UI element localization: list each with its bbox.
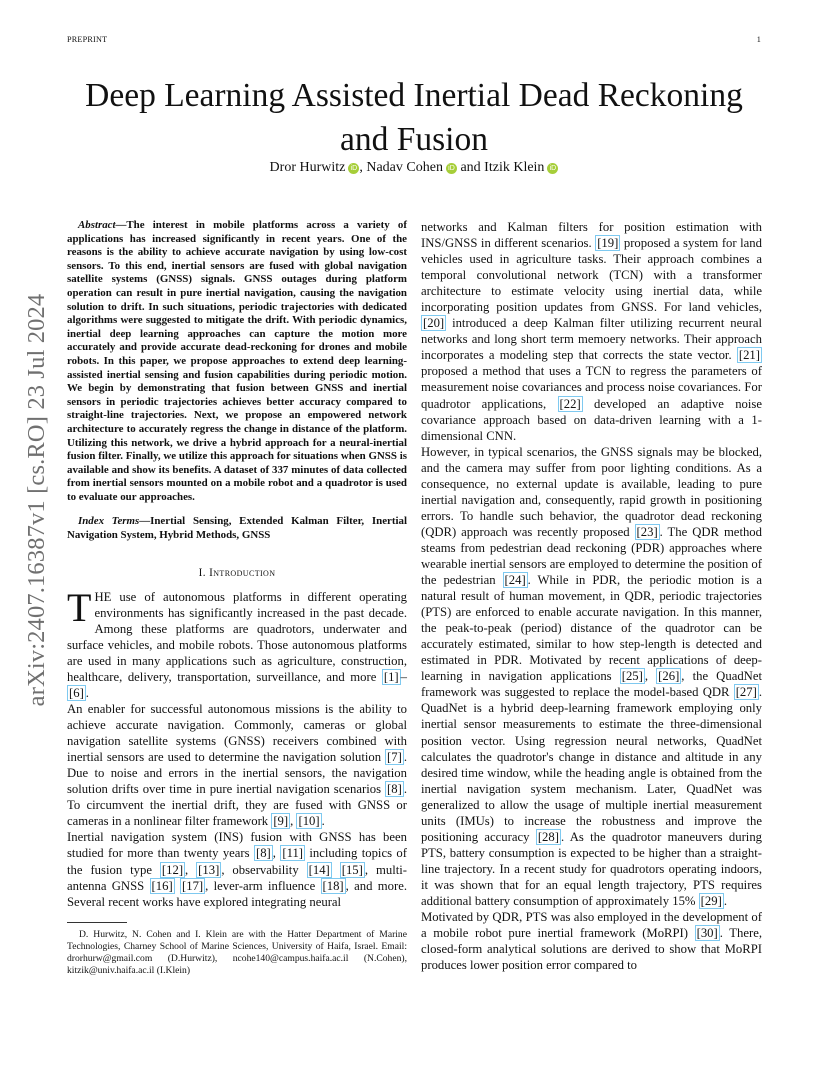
paragraph-text: . bbox=[321, 814, 325, 829]
paragraph-text: . Due to noise and errors in the inertial sensors, the navigation solution drifts over time in pure inertial navigation scenarios bbox=[67, 750, 407, 797]
body-paragraph bbox=[421, 219, 762, 444]
paragraph-text bbox=[332, 863, 340, 877]
citation-link[interactable]: [18] bbox=[322, 878, 344, 893]
paragraph-text: networks and Kalman filters for position estimation with INS/GNSS in different scenarios. bbox=[421, 220, 762, 251]
citation-link[interactable]: [8] bbox=[387, 782, 402, 797]
citation-link[interactable]: [15] bbox=[341, 862, 363, 877]
paragraph-text: . While in PDR, the periodic motion is a natural result of human movement, in QDR, periodic trajectories (PTS) are enforced to enable accurate navigation. In this manner, the peak-to-peak (period) distance of the quadrotor can be accurately estimated, similar to how step-length is detected and estimated in PDR. Motivated by recent applications of deep-learning in navigation applications bbox=[421, 573, 762, 684]
paragraph-text: use of autonomous platforms in different operating environments has significantly increased in the past decade. Among these platforms are quadrotors, underwater and surface vehicles, and mobile robots. Those autonomous platforms are used in many applications such as agriculture, construction, healthcare, delivery, transportation, surveillance, and more bbox=[67, 589, 407, 684]
paragraph-text: . bbox=[723, 893, 727, 908]
paragraph-text: – bbox=[400, 669, 407, 684]
citation-link[interactable]: [21] bbox=[738, 348, 760, 363]
abstract-lead: Abstract bbox=[78, 219, 116, 231]
citation-link[interactable]: [26] bbox=[658, 669, 680, 684]
body-paragraph bbox=[421, 909, 762, 973]
paragraph-text: However, in typical scenarios, the GNSS signals may be blocked, and the camera may suffer from poor lighting conditions. As a consequence, no external update is available, leading to pure inertial navigation and, consequently, rapid growth in positioning errors. To handle such behavior, the quadrotor dead reckoning (QDR) approach was recently proposed bbox=[421, 444, 762, 539]
section-title: Introduction bbox=[209, 566, 276, 579]
index-terms bbox=[67, 515, 407, 542]
paragraph-text: . There, closed-form analytical solutions are derived to show that MoRPI produces lower position error compared to bbox=[421, 926, 762, 973]
citation-link[interactable]: [16] bbox=[151, 878, 173, 893]
author-list bbox=[67, 158, 761, 178]
paragraph-text: . As the quadrotor maneuvers during PTS, battery consumption is expected to be higher than a straight-line trajectory. In a recent study for quadrotors operating indoors, it was shown that for an equal length trajectory, PTS requires additional battery consumption of approximately bbox=[421, 829, 763, 908]
drop-cap: T bbox=[67, 584, 92, 630]
citation-link[interactable]: [28] bbox=[537, 829, 559, 844]
right-column bbox=[421, 219, 762, 973]
paragraph-text: , multi-antenna GNSS bbox=[67, 862, 407, 893]
paragraph-text: , bbox=[290, 814, 297, 829]
paragraph-text: proposed a method that uses a TCN to regress the parameters of measurement noise covariances and process noise covariances. For quadrotor applications, bbox=[421, 364, 762, 411]
abstract-text: —The interest in mobile platforms across a variety of applications has increased significantly in recent years. One of the reasons is the ability to achieve accurate navigation by using low-cost sensors. To this end, inertial sensors are fused with global navigation satellite systems (GNSS) signals. GNSS outages during platform operation can result in pure inertial navigation, causing the navigation solution to drift. In such situations, periodic trajectories with dedicated algorithms were suggested to mitigate the drift. With periodic dynamics, inertial deep learning approaches can capture the motion more accurately and provide accurate dead-reckoning for drones and mobile robots. In this paper, we propose approaches to extend deep learning-assisted inertial sensing and fusion capabilities during periodic motion. We begin by demonstrating that fusion between GNSS and inertial sensors in periodic trajectories achieves better accuracy compared to straight-line trajectories. Next, we propose an empowered network architecture to accurately regress the change in distance of the platform. Utilizing this network, we drive a hybrid approach for a neural-inertial fusion filter. Finally, we utilize this approach for situations when GNSS is available and show its benefits. A dataset of 337 minutes of data collected from inertial sensors mounted on a mobile robot and a quadrotor is used to evaluate our approaches. bbox=[67, 219, 407, 503]
citation-link[interactable]: [25] bbox=[621, 669, 643, 684]
section-number: I. bbox=[198, 566, 206, 579]
citation-link[interactable]: [22] bbox=[559, 396, 581, 411]
footnote-divider bbox=[67, 922, 127, 923]
percentage-value: 15% bbox=[672, 893, 696, 908]
paragraph-text: , and more. Several recent works have explored integrating neural bbox=[67, 878, 408, 909]
citation-link[interactable]: [17] bbox=[182, 878, 204, 893]
citation-link[interactable]: [27] bbox=[735, 685, 757, 700]
paragraph-text: introduced a deep Kalman filter utilizing recurrent neural networks and long short term memoery networks. Their approach incorporates a modeling step that corrects the state vector. bbox=[421, 316, 762, 363]
paragraph-text: developed an adaptive noise covariance approach based on data-driven learning with a 1-dimensional CNN. bbox=[421, 396, 762, 443]
index-terms-lead: Index Terms bbox=[78, 515, 140, 528]
citation-link[interactable]: [30] bbox=[696, 926, 718, 941]
running-head bbox=[67, 35, 761, 47]
paragraph-text: proposed a system for land vehicles used in agriculture tasks. Their approach combines a temporal convolutional network (TCN) with a transformer architecture to estimate velocity using inertial data, while incorporating position updates from GNSS. For land vehicles, bbox=[421, 236, 762, 315]
author-separator: and bbox=[456, 160, 485, 175]
author-name: Nadav Cohen bbox=[366, 160, 443, 175]
left-column bbox=[67, 219, 407, 977]
citation-link[interactable]: [1] bbox=[383, 669, 399, 684]
paragraph-text: An enabler for successful autonomous missions is the ability to achieve accurate navigation. Commonly, cameras or global navigation satellite systems (GNSS) receivers combined with inertial sensors are used to determine the navigation solution bbox=[67, 702, 407, 765]
paragraph-text: Motivated by QDR, PTS was also employed in the development of a mobile robot pure inertial framework (MoRPI) bbox=[421, 910, 762, 941]
citation-link[interactable]: [20] bbox=[423, 316, 445, 331]
paragraph-text: . The QDR method steams from pedestrian dead reckoning (PDR) approaches where wearable inertial sensors are employed to determine the position of the pedestrian bbox=[421, 524, 762, 588]
paragraph-text: , the QuadNet framework was suggested to replace the model-based QDR bbox=[421, 669, 762, 700]
paragraph-text: . To circumvent the inertial drift, they are fused with GNSS or cameras in a nonlinear filter framework bbox=[67, 782, 407, 829]
arxiv-id[interactable]: arXiv:2407.16387v1 [cs.RO] 23 Jul 2024 bbox=[23, 293, 50, 706]
citation-link[interactable]: [12] bbox=[161, 862, 184, 877]
paragraph-text: , bbox=[185, 862, 197, 877]
paragraph-text: , observability bbox=[221, 862, 307, 877]
page-number: 1 bbox=[756, 35, 761, 44]
paragraph-text: Inertial navigation system (INS) fusion with GNSS has been studied for more than twenty years bbox=[67, 830, 407, 861]
paragraph-text: . QuadNet is a hybrid deep-learning framework employing only inertial sensor measurements to estimate the three-dimensional position vector. Using regression neural networks, QuadNet calculates the quadrotor's change in distance and altitude in any desired time window, while the heading angle is obtained from the inertial navigation system mechanism. Later, QuadNet was generalized to allow the usage of multiple inertial measurement units (IMUs) to increase the robustness and improve the positioning accuracy bbox=[421, 685, 762, 844]
paragraph-text: including topics of the fusion type bbox=[67, 846, 407, 877]
citation-link[interactable]: [8] bbox=[255, 846, 271, 861]
paper-title: Deep Learning Assisted Inertial Dead Reckoning and Fusion bbox=[85, 77, 743, 158]
author-name: Dror Hurwitz bbox=[269, 160, 346, 175]
paragraph-text: , lever-arm influence bbox=[205, 878, 321, 893]
arxiv-stamp bbox=[22, 293, 52, 706]
citation-link[interactable]: [11] bbox=[282, 846, 304, 861]
first-word-rest: HE bbox=[94, 589, 112, 604]
citation-link[interactable]: [29] bbox=[700, 893, 722, 908]
paragraph-text: . bbox=[85, 685, 89, 700]
author-separator: , bbox=[359, 160, 367, 175]
citation-link[interactable]: [23] bbox=[636, 524, 658, 539]
orcid-icon[interactable]: iD bbox=[348, 163, 359, 174]
orcid-icon[interactable]: iD bbox=[547, 163, 558, 174]
intro-paragraph bbox=[67, 584, 407, 701]
paragraph-text: , bbox=[272, 846, 281, 861]
citation-link[interactable]: [13] bbox=[198, 862, 220, 877]
index-terms-text: —Inertial Sensing, Extended Kalman Filter, Inertial Navigation System, Hybrid Methods, GNSS bbox=[67, 515, 407, 542]
citation-link[interactable]: [24] bbox=[504, 573, 526, 588]
abstract bbox=[67, 219, 407, 504]
orcid-icon[interactable]: iD bbox=[446, 163, 457, 174]
running-head-label: PREPRINT bbox=[67, 35, 108, 44]
author-name: Itzik Klein bbox=[484, 160, 545, 175]
affiliation-footnote: D. Hurwitz, N. Cohen and I. Klein are with the Hatter Department of Marine Technologies, Charney School of Marine Sciences, University of Haifa, Israel. Email: drorhurw@gmail.com (D.Hurwitz), ncohe140@campus.haifa.ac.il (N.Cohen), kitzik@univ.haifa.ac.il (I.Klein) bbox=[67, 928, 407, 976]
citation-link[interactable]: [7] bbox=[387, 750, 402, 765]
citation-link[interactable]: [9] bbox=[273, 814, 289, 829]
body-paragraph bbox=[421, 444, 762, 909]
intro-paragraph bbox=[67, 829, 407, 909]
citation-link[interactable]: [19] bbox=[597, 236, 619, 251]
intro-paragraph bbox=[67, 701, 407, 829]
citation-link[interactable]: [14] bbox=[308, 862, 330, 877]
section-heading bbox=[67, 565, 407, 581]
citation-link[interactable]: [6] bbox=[69, 685, 84, 700]
citation-link[interactable]: [10] bbox=[298, 814, 320, 829]
paragraph-text: , bbox=[644, 669, 657, 684]
